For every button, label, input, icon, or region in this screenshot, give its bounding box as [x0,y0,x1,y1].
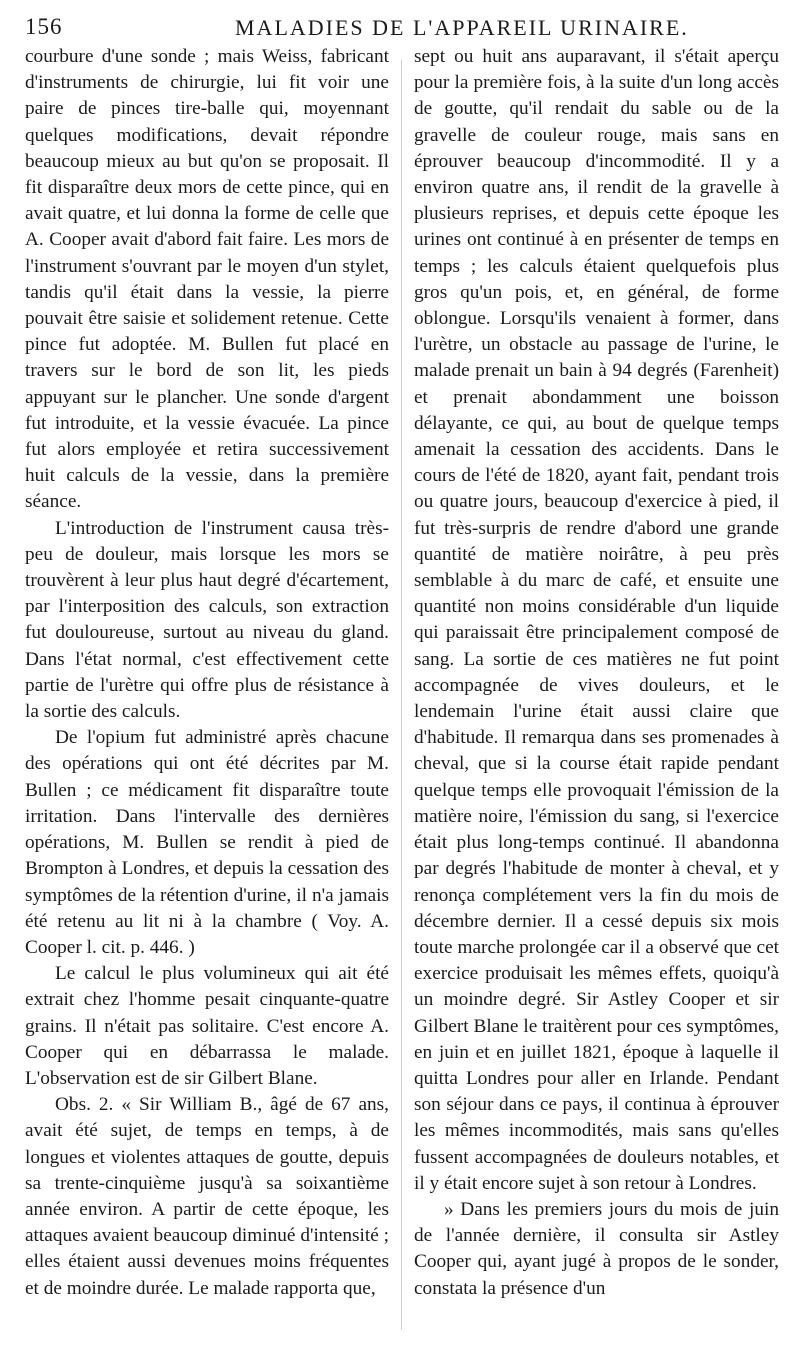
left-continuation-text: courbure d'une sonde ; mais Weiss, fabricant d'instruments de chirurgie, lui fit voir une paire de pinces tire-balle qui, moyennant quelques modifications, devait répondre beaucoup mieux au but qu'on se proposait. Il fit disparaître deux mors de cette pince, qui en avait quatre, et lui donna la forme de celle que A. Cooper avait d'abord fait faire. Les mors de l'instrument s'ouvrant par le moyen d'un stylet, tandis qu'il était dans la vessie, la pierre pouvait être saisie et solidement retenue. Cette pince fut adoptée. M. Bullen fut placé en travers sur le bord de son lit, les pieds appuyant sur le plancher. Une sonde d'argent fut introduite, et la vessie évacuée. La pince fut alors employée et retira successivement huit calculs de la vessie, dans la première séance. [25,46,389,513]
right-paragraph-juin: » Dans les premiers jours du mois de juin de l'année dernière, il consulta sir Astley Cooper qui, ayant jugé à propos de le sonder, constata la présence d'un [414,1198,779,1299]
column-divider [401,60,402,1330]
page-number: 156 [25,14,63,39]
running-head: MALADIES DE L'APPAREIL URINAIRE. [235,15,689,40]
right-column [414,44,779,1302]
left-paragraph-obs-2: Obs. 2. « Sir William B., âgé de 67 ans, avait été sujet, de temps en temps, à de longues et violentes attaques de goutte, depuis sa trente-cinquième jusqu'à sa soixantième année environ. A partir de cette époque, les attaques avaient beaucoup diminué d'intensité ; elles étaient aussi devenues moins fréquentes et de moindre durée. Le malade rapporta que, [25,1094,389,1299]
right-continuation-text: sept ou huit ans auparavant, il s'était aperçu pour la première fois, à la suite d'un long accès de goutte, qu'il rendait du sable ou de la gravelle de couleur rouge, mais sans en éprouver beaucoup d'incommodité. Il y a environ quatre ans, il rendit de la gravelle à plusieurs reprises, et depuis cette époque les urines ont continué à en présenter de temps en temps ; les calculs étaient quelquefois plus gros qu'un pois, et, en général, de forme oblongue. Lorsqu'ils venaient à former, dans l'urètre, un obstacle au passage de l'urine, le malade prenait un bain à 94 degrés (Farenheit) et prenait abondamment une boisson délayante, ce qui, au bout de quelque temps amenait la cessation des accidents. Dans le cours de l'été de 1820, ayant fait, pendant trois ou quatre jours, beaucoup d'exercice à pied, il fut très-surpris de rendre d'abord une grande quantité de matière noirâtre, à peu près semblable à du marc de café, et ensuite une quantité non moins considérable d'un liquide qui paraissait être principalement composé de sang. La sortie de ces matières ne fut point accompagnée de vives douleurs, et le lendemain l'urine était aussi claire que d'habitude. Il remarqua dans ses promenades à cheval, que si la course était rapide pendant quelque temps elle provoquait l'émission de la matière noire, l'émission du sang, si l'exercice était plus long-temps continué. Il abandonna par degrés l'habitude de monter à cheval, et y renonça complétement vers la fin du mois de décembre dernier. Il a cessé depuis six mois toute marche prolongée car il a observé que cet exercice produisait les mêmes effets, quoiqu'à un moindre degré. Sir Astley Cooper et sir Gilbert Blane le traitèrent pour ces symptômes, en juin et en juillet 1821, époque à laquelle il quitta Londres pour aller en Irlande. Pendant son séjour dans ce pays, il continua à éprouver les mêmes incommodités, mais sans qu'elles fussent accompagnées de douleurs notables, et il y était encore sujet à son retour à Londres. [414,46,779,1194]
left-column [25,44,389,1302]
left-paragraph-opium: De l'opium fut administré après chacune des opérations qui ont été décrites par M. Bullen ; ce médicament fit disparaître toute irritation. Dans l'intervalle des dernières opérations, M. Bullen se rendit à pied de Brompton à Londres, et depuis la cessation des symptômes de la rétention d'urine, il n'a jamais été retenu au lit ni à la chambre ( Voy. A. Cooper l. cit. p. 446. ) [25,727,389,958]
page-header [25,14,785,44]
left-paragraph-introduction: L'introduction de l'instrument causa très-peu de douleur, mais lorsque les mors se trouvèrent à leur plus haut degré d'écartement, par l'interposition des calculs, son extraction fut douloureuse, surtout au niveau du gland. Dans l'état normal, c'est effectivement cette partie de l'urètre qui offre plus de résistance à la sortie des calculs. [25,517,389,723]
left-paragraph-calcul: Le calcul le plus volumineux qui ait été extrait chez l'homme pesait cinquante-quatre grains. Il n'était pas solitaire. C'est encore A. Cooper qui en débarrassa le malade. L'observation est de sir Gilbert Blane. [25,963,389,1089]
